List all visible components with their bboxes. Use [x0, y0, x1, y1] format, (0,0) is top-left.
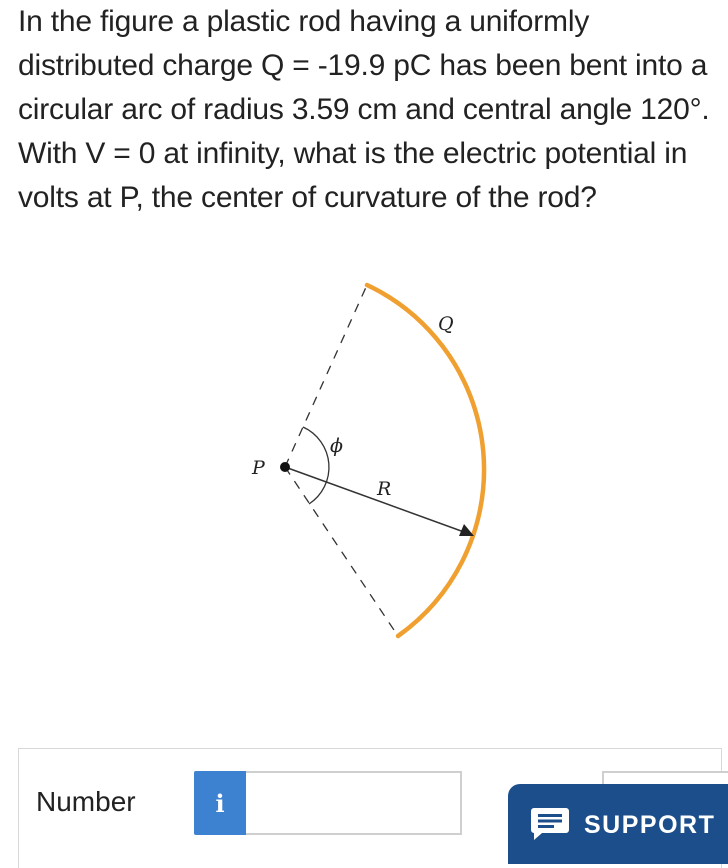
support-label: SUPPORT — [584, 811, 716, 839]
number-input[interactable] — [246, 771, 462, 835]
support-button[interactable] — [508, 784, 728, 864]
info-button[interactable] — [194, 771, 246, 835]
label-p: P — [252, 457, 265, 479]
label-phi: ϕ — [330, 435, 343, 457]
radius-arrow-line — [285, 467, 464, 532]
point-p — [280, 462, 290, 472]
label-q: Q — [438, 313, 454, 335]
charged-arc — [367, 285, 484, 636]
chat-bubble-icon — [530, 806, 570, 842]
number-label: Number — [36, 786, 136, 817]
label-r: R — [377, 478, 392, 500]
charged-arc-figure — [240, 270, 500, 650]
question-text: In the figure a plastic rod having a uniformly distributed charge Q = -19.9 pC has been bent into a circular arc of radius 3.59 cm and central angle 120°. With V = 0 at infinity, what is the electric potential in volts at P, the center of curvature of the rod? — [18, 5, 710, 214]
upper-dashed-radius — [285, 285, 367, 467]
info-icon: i — [215, 788, 225, 818]
angle-phi-arc — [303, 427, 329, 504]
radius-arrowhead — [459, 524, 474, 536]
